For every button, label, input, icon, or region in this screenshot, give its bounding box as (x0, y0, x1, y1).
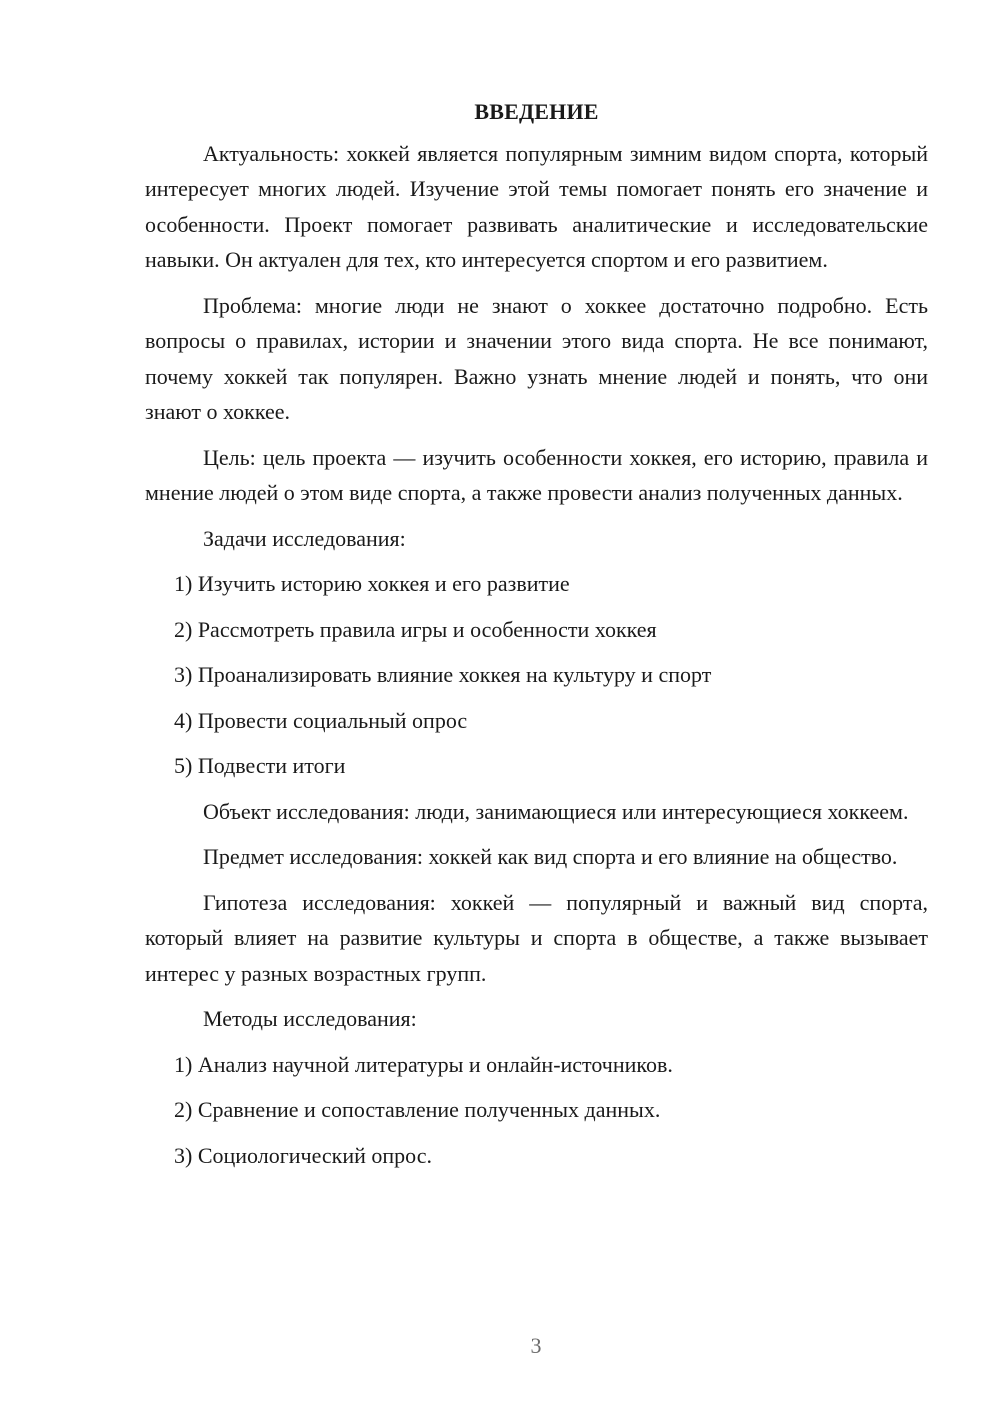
method-item: 3) Социологический опрос. (174, 1142, 432, 1168)
hypothesis-paragraph: Гипотеза исследования: хоккей — популярный и важный вид спорта, который влияет на развитие культуры и спорта в обществе, а также вызывает интерес у разных возрастных групп. (145, 889, 928, 986)
task-item: 1) Изучить историю хоккея и его развитие (174, 571, 570, 596)
task-item: 2) Рассмотреть правила игры и особенности хоккея (174, 616, 657, 642)
method-item: 1) Анализ научной литературы и онлайн-источников. (174, 1051, 673, 1077)
task-item: 4) Провести социальный опрос (174, 707, 468, 733)
task-item: 3) Проанализировать влияние хоккея на культуру и спорт (174, 662, 712, 687)
methods-heading: Методы исследования: (203, 1006, 417, 1031)
subject-paragraph: Предмет исследования: хоккей как вид спорта и его влияние на общество. (203, 844, 898, 869)
tasks-heading: Задачи исследования: (203, 525, 406, 551)
tasks-list (145, 566, 928, 784)
relevance-paragraph: Актуальность: хоккей является популярным зимним видом спорта, который интересует многих людей. Изучение этой темы помогает понять его значение и особенности. Проект помогает развивать аналитические и исследовательские навыки. Он актуален для тех, кто интересуется спортом и его развитием. (145, 140, 928, 272)
goal-paragraph: Цель: цель проекта — изучить особенности хоккея, его историю, правила и мнение людей о этом виде спорта, а также провести анализ полученных данных. (145, 444, 928, 505)
problem-paragraph: Проблема: многие люди не знают о хоккее достаточно подробно. Есть вопросы о правилах, истории и значении этого вида спорта. Не все понимают, почему хоккей так популярен. Важно узнать мнение людей и понять, что они знают о хоккее. (145, 292, 928, 424)
task-item: 5) Подвести итоги (174, 753, 346, 778)
method-item: 2) Сравнение и сопоставление полученных данных. (174, 1097, 661, 1122)
methods-list (145, 1047, 928, 1174)
object-paragraph: Объект исследования: люди, занимающиеся или интересующиеся хоккеем. (203, 798, 909, 824)
page-number: 3 (530, 1333, 542, 1358)
document-page (145, 94, 928, 1183)
page-title: ВВЕДЕНИЕ (474, 99, 599, 124)
